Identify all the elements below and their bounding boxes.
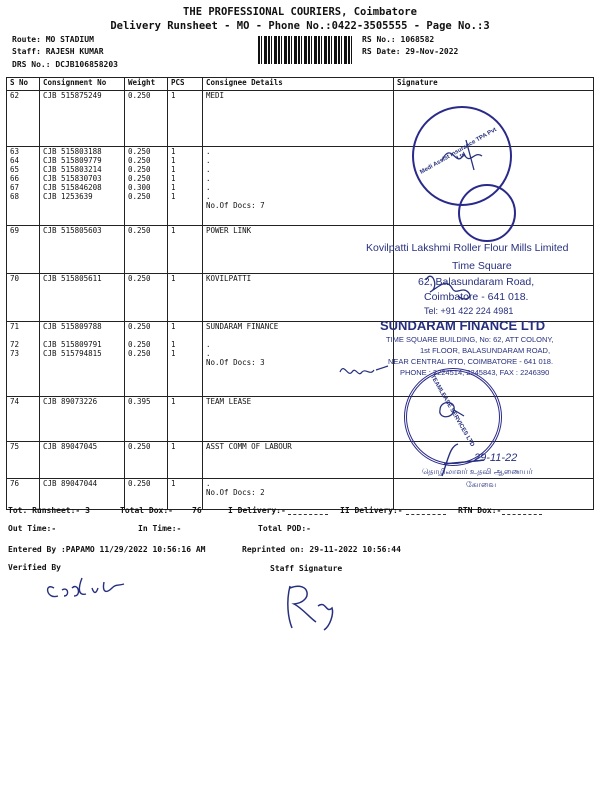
cell-line: CJB 515805611 [43, 274, 102, 283]
cell-line: 0.250 [128, 442, 151, 451]
cell-line: MEDI [206, 91, 225, 100]
cell-line: 0.300 [128, 183, 151, 192]
cell-line: 72 [10, 340, 20, 349]
cell-line: No.Of Docs: 7 [206, 201, 265, 210]
cell-line: 0.395 [128, 397, 151, 406]
cell-line: 1 [171, 156, 176, 165]
col-sno: S No [7, 78, 40, 91]
cell-line: 62 [10, 91, 20, 100]
cell-line: CJB 515809788 [43, 322, 102, 331]
rtn-dox: RTN Dox:- [458, 506, 502, 515]
cell-line: 1 [171, 274, 176, 283]
cell-line: 73 [10, 349, 20, 358]
cell-line: CJB 1253639 [43, 192, 93, 201]
cell-line: . [206, 183, 211, 192]
cell-line: CJB 515803188 [43, 147, 102, 156]
cell-consignment [40, 91, 125, 147]
sundaram-line4: PHONE : 2224514, 2245843, FAX : 2246390 [400, 368, 550, 377]
barcode [258, 36, 354, 64]
cell-line: 1 [171, 479, 176, 488]
cell-line: . [206, 349, 211, 358]
kovilpatti-tel: Tel: +91 422 224 4981 [424, 306, 514, 316]
sundaram-name: SUNDARAM FINANCE LTD [380, 318, 546, 333]
cell-line: 1 [171, 340, 176, 349]
col-consignment: Consignment No [40, 78, 125, 91]
staff-signature-label: Staff Signature [270, 564, 343, 573]
cell-weight [125, 397, 168, 442]
cell-consignee [203, 442, 394, 479]
i-delivery-line [288, 514, 328, 515]
cell-consignee [203, 147, 394, 226]
cell-consignee [203, 226, 394, 274]
cell-line: 75 [10, 442, 20, 451]
out-time: Out Time:- [8, 524, 57, 533]
cell-sno [7, 91, 40, 147]
cell-line [43, 331, 121, 340]
cell-line: 67 [10, 183, 20, 192]
document-subtitle: Delivery Runsheet - MO - Phone No.:0422-3505555 - Page No.:3 [110, 20, 490, 32]
drs-number: DRS No.: DCJB106858203 [12, 60, 118, 69]
kovilpatti-signature [420, 262, 490, 302]
cell-line [206, 331, 390, 340]
cell-line: 0.250 [128, 147, 151, 156]
sundaram-line1: TIME SQUARE BUILDING, No: 62, ATT COLONY, [386, 335, 554, 344]
cell-consignment [40, 397, 125, 442]
teamlease-stamp-text: TEAMLEASE SERVICES LTD [428, 374, 476, 448]
cell-line: . [206, 340, 211, 349]
cell-line: CJB 515805603 [43, 226, 102, 235]
rs-date: RS Date: 29-Nov-2022 [362, 47, 459, 56]
cell-line: 0.250 [128, 226, 151, 235]
sundaram-line3: NEAR CENTRAL RTO, COIMBATORE - 641 018. [388, 357, 554, 366]
cell-line: . [206, 156, 211, 165]
cell-sno [7, 147, 40, 226]
cell-line: 63 [10, 147, 20, 156]
cell-line: 1 [171, 322, 176, 331]
labour-line2: கோவை [466, 480, 497, 489]
cell-weight [125, 274, 168, 322]
kovilpatti-name: Kovilpatti Lakshmi Roller Flour Mills Limited [366, 242, 569, 254]
table-header-row [7, 78, 594, 91]
table-row [7, 479, 594, 510]
kovilpatti-line2: 62, Balasundaram Road, [418, 276, 535, 288]
cell-line: 64 [10, 156, 20, 165]
cell-line: 0.250 [128, 274, 151, 283]
cell-consignee [203, 91, 394, 147]
i-delivery: I Delivery:- [228, 506, 286, 515]
cell-line: 1 [171, 165, 176, 174]
cell-line: CJB 515830703 [43, 174, 102, 183]
cell-pcs [168, 397, 203, 442]
labour-line1: தொழிலாளர் உதவி ஆணையர் [422, 467, 533, 476]
medi-small-stamp [458, 184, 516, 242]
cell-line: CJB 515809791 [43, 340, 102, 349]
cell-weight [125, 479, 168, 510]
col-pcs: PCS [168, 78, 203, 91]
col-consignee: Consignee Details [203, 78, 394, 91]
cell-line: . [206, 479, 211, 488]
cell-line: 1 [171, 226, 176, 235]
cell-line: 1 [171, 397, 176, 406]
cell-consignment [40, 274, 125, 322]
medi-stamp-text: Medi Assist Insurance TPA Pvt Ltd [419, 127, 498, 176]
cell-line: . [206, 165, 211, 174]
cell-line [128, 331, 164, 340]
entered-by: Entered By :PAPAMO 11/29/2022 10:56:16 AM [8, 545, 206, 554]
cell-line: . [206, 147, 211, 156]
cell-line: 0.250 [128, 322, 151, 331]
cell-consignee [203, 397, 394, 442]
cell-line [171, 331, 199, 340]
cell-pcs [168, 91, 203, 147]
cell-line: CJB 89047044 [43, 479, 98, 488]
cell-weight [125, 226, 168, 274]
cell-line: 0.250 [128, 192, 151, 201]
cell-line: 1 [171, 147, 176, 156]
in-time: In Time:- [138, 524, 182, 533]
cell-pcs [168, 322, 203, 397]
cell-consignee [203, 479, 394, 510]
kovilpatti-line1: Time Square [452, 260, 512, 272]
rtn-dox-line [502, 514, 542, 515]
cell-consignment [40, 479, 125, 510]
staff: Staff: RAJESH KUMAR [12, 47, 104, 56]
staff-signature [282, 578, 342, 634]
document-title: THE PROFESSIONAL COURIERS, Coimbatore [183, 6, 417, 18]
total-dox-value: 76 [192, 506, 202, 515]
cell-sno [7, 442, 40, 479]
cell-consignment [40, 147, 125, 226]
cell-weight [125, 322, 168, 397]
verified-signature [42, 566, 142, 606]
cell-weight [125, 147, 168, 226]
cell-line: 68 [10, 192, 20, 201]
labour-date: 29-11-22 [474, 452, 518, 464]
cell-line: 65 [10, 165, 20, 174]
verified-by: Verified By [8, 563, 61, 572]
cell-line: 69 [10, 226, 20, 235]
cell-line: ASST COMM OF LABOUR [206, 442, 292, 451]
cell-line: CJB 515803214 [43, 165, 102, 174]
cell-line: 1 [171, 91, 176, 100]
cell-line: POWER LINK [206, 226, 252, 235]
cell-line: KOVILPATTI [206, 274, 252, 283]
sundaram-signature [336, 356, 396, 382]
teamlease-signature [432, 396, 472, 426]
cell-line: CJB 515875249 [43, 91, 102, 100]
cell-sno [7, 397, 40, 442]
reprinted-on: Reprinted on: 29-11-2022 10:56:44 [242, 545, 401, 554]
cell-line: 0.250 [128, 349, 151, 358]
col-weight: Weight [125, 78, 168, 91]
cell-weight [125, 442, 168, 479]
cell-pcs [168, 147, 203, 226]
cell-line: CJB 89073226 [43, 397, 98, 406]
cell-line: 1 [171, 183, 176, 192]
cell-line: 1 [171, 442, 176, 451]
cell-pcs [168, 226, 203, 274]
cell-line: No.Of Docs: 3 [206, 358, 265, 367]
cell-line: . [206, 192, 211, 201]
cell-line: CJB 89047045 [43, 442, 98, 451]
cell-line: CJB 515809779 [43, 156, 102, 165]
cell-pcs [168, 479, 203, 510]
cell-sno [7, 322, 40, 397]
cell-line: 1 [171, 192, 176, 201]
cell-line: CJB 515794815 [43, 349, 102, 358]
cell-pcs [168, 442, 203, 479]
cell-consignment [40, 226, 125, 274]
cell-line: 70 [10, 274, 20, 283]
cell-line: SUNDARAM FINANCE [206, 322, 279, 331]
kovilpatti-line3: Coimbatore - 641 018. [424, 291, 529, 303]
cell-pcs [168, 274, 203, 322]
cell-line: 74 [10, 397, 20, 406]
cell-sno [7, 479, 40, 510]
cell-line: 0.250 [128, 165, 151, 174]
cell-sno [7, 226, 40, 274]
route: Route: MO STADIUM [12, 35, 94, 44]
cell-line: 76 [10, 479, 20, 488]
cell-line: . [206, 174, 211, 183]
cell-line: TEAM LEASE [206, 397, 252, 406]
total-dox-label: Total Dox:- [120, 506, 173, 515]
cell-consignment [40, 442, 125, 479]
col-signature: Signature [394, 78, 594, 91]
cell-line: 0.250 [128, 91, 151, 100]
ii-delivery: II Delivery:- [340, 506, 403, 515]
cell-line: No.Of Docs: 2 [206, 488, 265, 497]
tot-runsheet: Tot. Runsheet:- 3 [8, 506, 90, 515]
cell-line: 0.250 [128, 174, 151, 183]
cell-line: 0.250 [128, 156, 151, 165]
cell-line: CJB 515846208 [43, 183, 102, 192]
cell-weight [125, 91, 168, 147]
total-pod: Total POD:- [258, 524, 311, 533]
ii-delivery-line [406, 514, 446, 515]
cell-line: 71 [10, 322, 20, 331]
cell-line: 0.250 [128, 479, 151, 488]
cell-consignee [203, 274, 394, 322]
cell-line [10, 331, 36, 340]
cell-line: 66 [10, 174, 20, 183]
cell-line: 1 [171, 174, 176, 183]
rs-number: RS No.: 1068582 [362, 35, 435, 44]
sundaram-line2: 1st FLOOR, BALASUNDARAM ROAD, [420, 346, 551, 355]
table-row [7, 397, 594, 442]
cell-consignment [40, 322, 125, 397]
medi-signature [436, 130, 506, 180]
cell-sno [7, 274, 40, 322]
cell-line: 1 [171, 349, 176, 358]
cell-line: 0.250 [128, 340, 151, 349]
